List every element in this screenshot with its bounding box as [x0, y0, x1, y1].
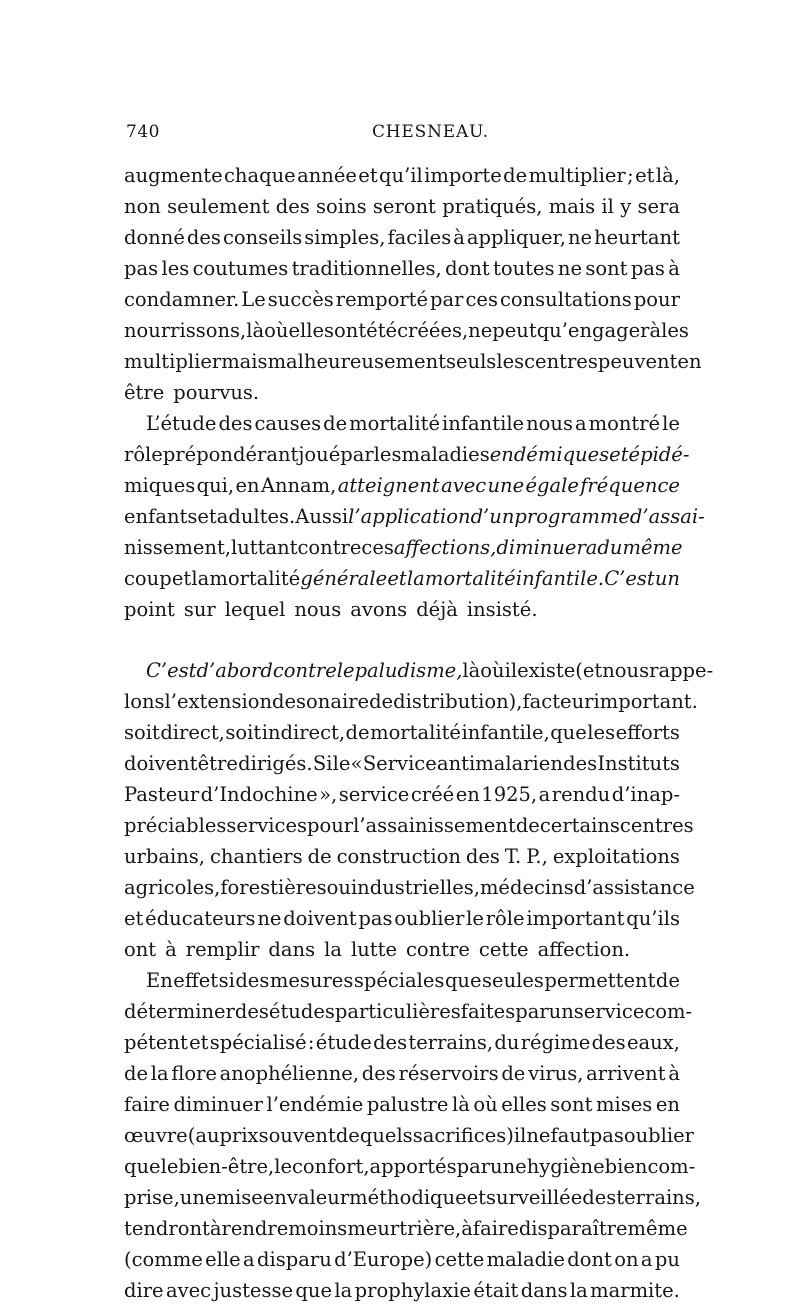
paragraph-gap — [124, 625, 680, 655]
page-header — [124, 122, 680, 148]
text-line: C’est d’abord contre le paludisme, là où il existe (et nous rappe- — [146, 659, 714, 682]
text-line: miques qui, en Annam, atteignent avec une égale fréquence — [124, 474, 680, 497]
text-line: augmente chaque année et qu’il importe de multiplier ; et là, — [124, 164, 680, 187]
text-line: condamner. Le succès remporté par ces consultations pour — [124, 288, 680, 311]
text-line: coup et la mortalité générale et la mortalité infantile. C’est un — [124, 567, 680, 590]
text-line: lons l’extension de son aire de distribution), facteur important. — [124, 690, 698, 713]
book-page — [124, 122, 714, 1306]
text-line: agricoles, forestières ou industrielles, médecins d’assistance — [124, 876, 695, 899]
text-line: déterminer des études particulières faites par un service com- — [124, 1000, 693, 1023]
text-line: être pourvus. — [124, 381, 260, 404]
text-line: L’étude des causes de mortalité infantile nous a montré le — [146, 412, 680, 435]
text-line: tendront à rendre moins meurtrière, à faire disparaître même — [124, 1217, 688, 1240]
text-line: préciables services pour l’assainissement de certains centres — [124, 814, 694, 837]
text-line: nourrissons, là où elles ont été créées, ne peut qu’engager à les — [124, 319, 689, 342]
text-line: faire diminuer l’endémie palustre là où elles sont mises en — [124, 1093, 680, 1116]
text-line: donné des conseils simples, faciles à appliquer, ne heurtant — [124, 226, 680, 249]
text-line: rôle prépondérant joué par les maladies endémiques et épidé- — [124, 443, 690, 466]
text-line: et éducateurs ne doivent pas oublier le rôle important qu’ils — [124, 907, 680, 930]
text-line: non seulement des soins seront pratiqués, mais il y sera — [124, 195, 680, 218]
text-line: Pasteur d’Indochine », service créé en 1925, a rendu d’inap- — [124, 783, 680, 806]
text-line: multiplier mais malheureusement seuls les centres peuvent en — [124, 350, 702, 373]
text-line: de la flore anophélienne, des réservoirs de virus, arrivent à — [124, 1062, 680, 1085]
page-number: 740 — [126, 122, 160, 142]
text-line: nissement, luttant contre ces affections, diminuera du même — [124, 536, 683, 559]
text-line: point sur lequel nous avons déjà insisté. — [124, 598, 538, 621]
text-line: œuvre (au prix souvent de quels sacrifices) il ne faut pas oublier — [124, 1124, 694, 1147]
text-line: pas les coutumes traditionnelles, dont toutes ne sont pas à — [124, 257, 680, 280]
text-line: urbains, chantiers de construction des T. P., exploitations — [124, 845, 680, 868]
text-line: prise, une mise en valeur méthodique et surveillée des terrains, — [124, 1186, 701, 1209]
text-line: que le bien-être, le confort, apportés par une hygiène bien com- — [124, 1155, 696, 1178]
text-line: ont à remplir dans la lutte contre cette affection. — [124, 938, 631, 961]
text-line: pétent et spécialisé : étude des terrains, du régime des eaux, — [124, 1031, 680, 1054]
body-text — [124, 160, 714, 1306]
text-line: En effet si des mesures spéciales que seules permettent de — [146, 969, 680, 992]
text-line: soit direct, soit indirect, de mortalité infantile, que les efforts — [124, 721, 680, 744]
running-head: CHESNEAU. — [372, 122, 489, 142]
text-line: (comme elle a disparu d’Europe) cette maladie dont on a pu — [124, 1248, 680, 1271]
text-line: doivent être dirigés. Si le « Service antimalarien des Instituts — [124, 752, 680, 775]
text-line: enfants et adultes. Aussi l’application d’un programme d’assai- — [124, 505, 705, 528]
text-line: dire avec justesse que la prophylaxie était dans la marmite. — [124, 1279, 680, 1302]
